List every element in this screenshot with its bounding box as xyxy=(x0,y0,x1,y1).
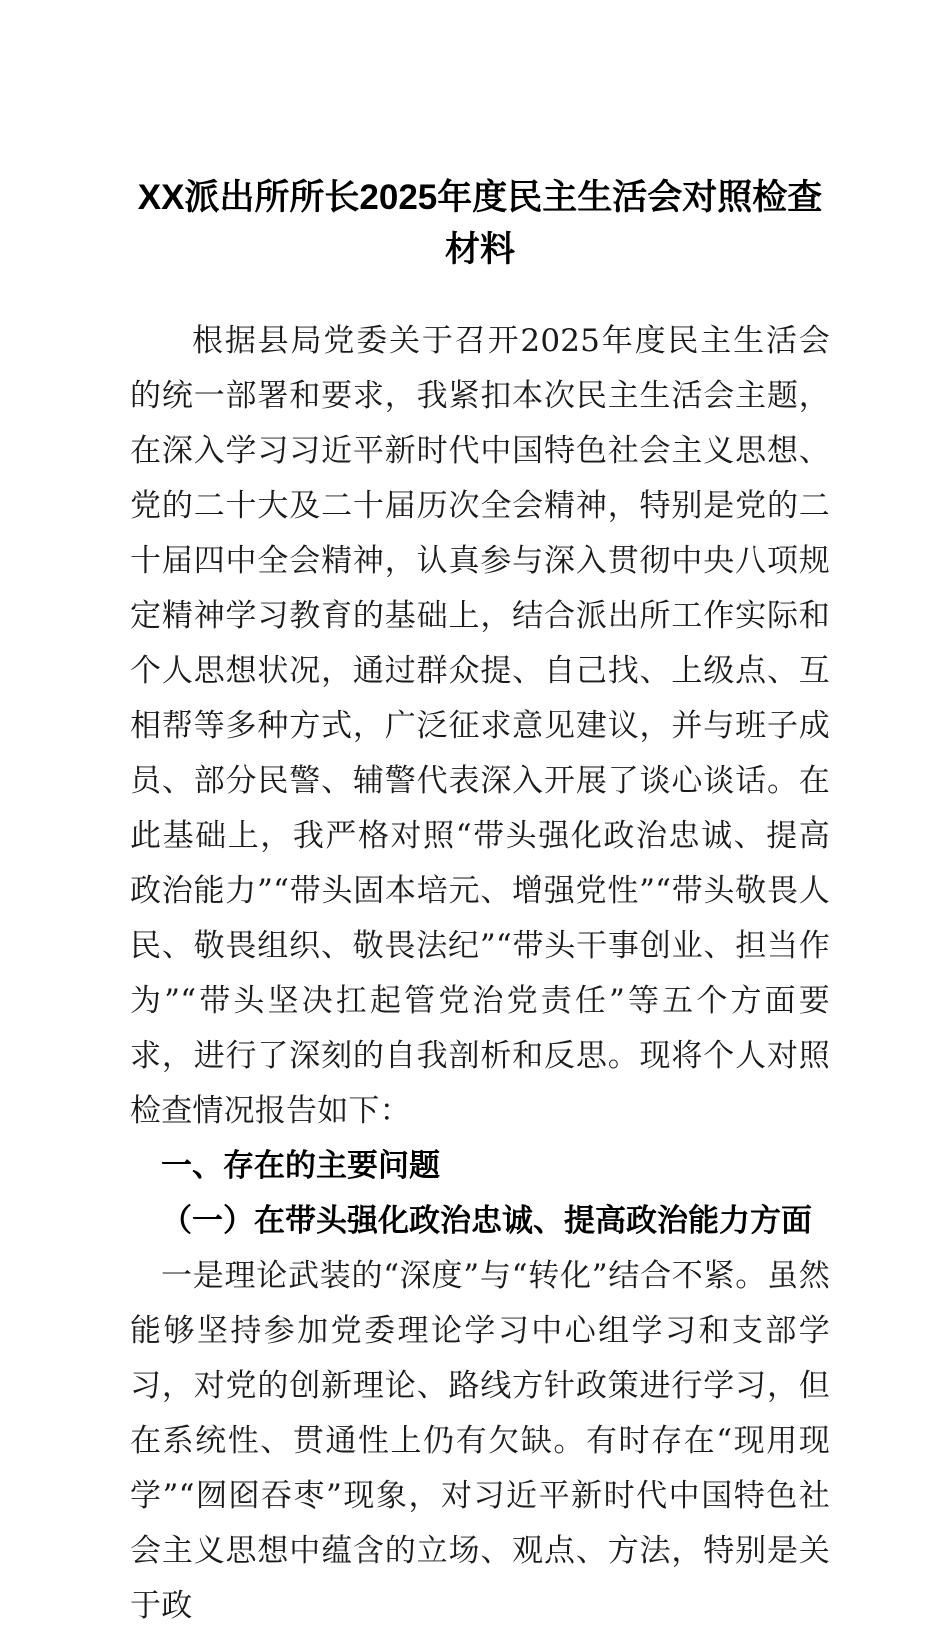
subsection-heading-one: （一）在带头强化政治忠诚、提高政治能力方面 xyxy=(161,1203,812,1239)
page-title: XX派出所所长2025年度民主生活会对照检查材料 xyxy=(137,178,823,269)
paragraph-intro: 根据县局党委关于召开2025年度民主生活会的统一部署和要求，我紧扣本次民主生活会主题，在深入学习习近平新时代中国特色社会主义思想、党的二十大及二十届历次全会精神，特别是党的二十届四中全会精神，认真参与深入贯彻中央八项规定精神学习教育的基础上，结合派出所工作实际和个人思想状况，通过群众提、自己找、上级点、互相帮等多种方式，广泛征求意见建议，并与班子成员、部分民警、辅警代表深入开展了谈心谈话。在此基础上，我严格对照“带头强化政治忠诚、提高政治能力”“带头固本培元、增强党性”“带头敬畏人民、敬畏组织、敬畏法纪”“带头干事创业、担当作为”“带头坚决扛起管党治党责任”等五个方面要求，进行了深刻的自我剖析和反思。现将个人对照检查情况报告如下： xyxy=(130,323,830,1129)
paragraph-subsection-one-body: 一是理论武装的“深度”与“转化”结合不紧。虽然能够坚持参加党委理论学习中心组学习和支部学习，对党的创新理论、路线方针政策进行学习，但在系统性、贯通性上仍有欠缺。有时存在“现用现学”“囫囵吞枣”现象，对习近平新时代中国特色社会主义思想中蕴含的立场、观点、方法，特别是关于政 xyxy=(130,1258,830,1624)
section-heading-one: 一、存在的主要问题 xyxy=(161,1148,440,1184)
document-content xyxy=(130,0,830,1634)
